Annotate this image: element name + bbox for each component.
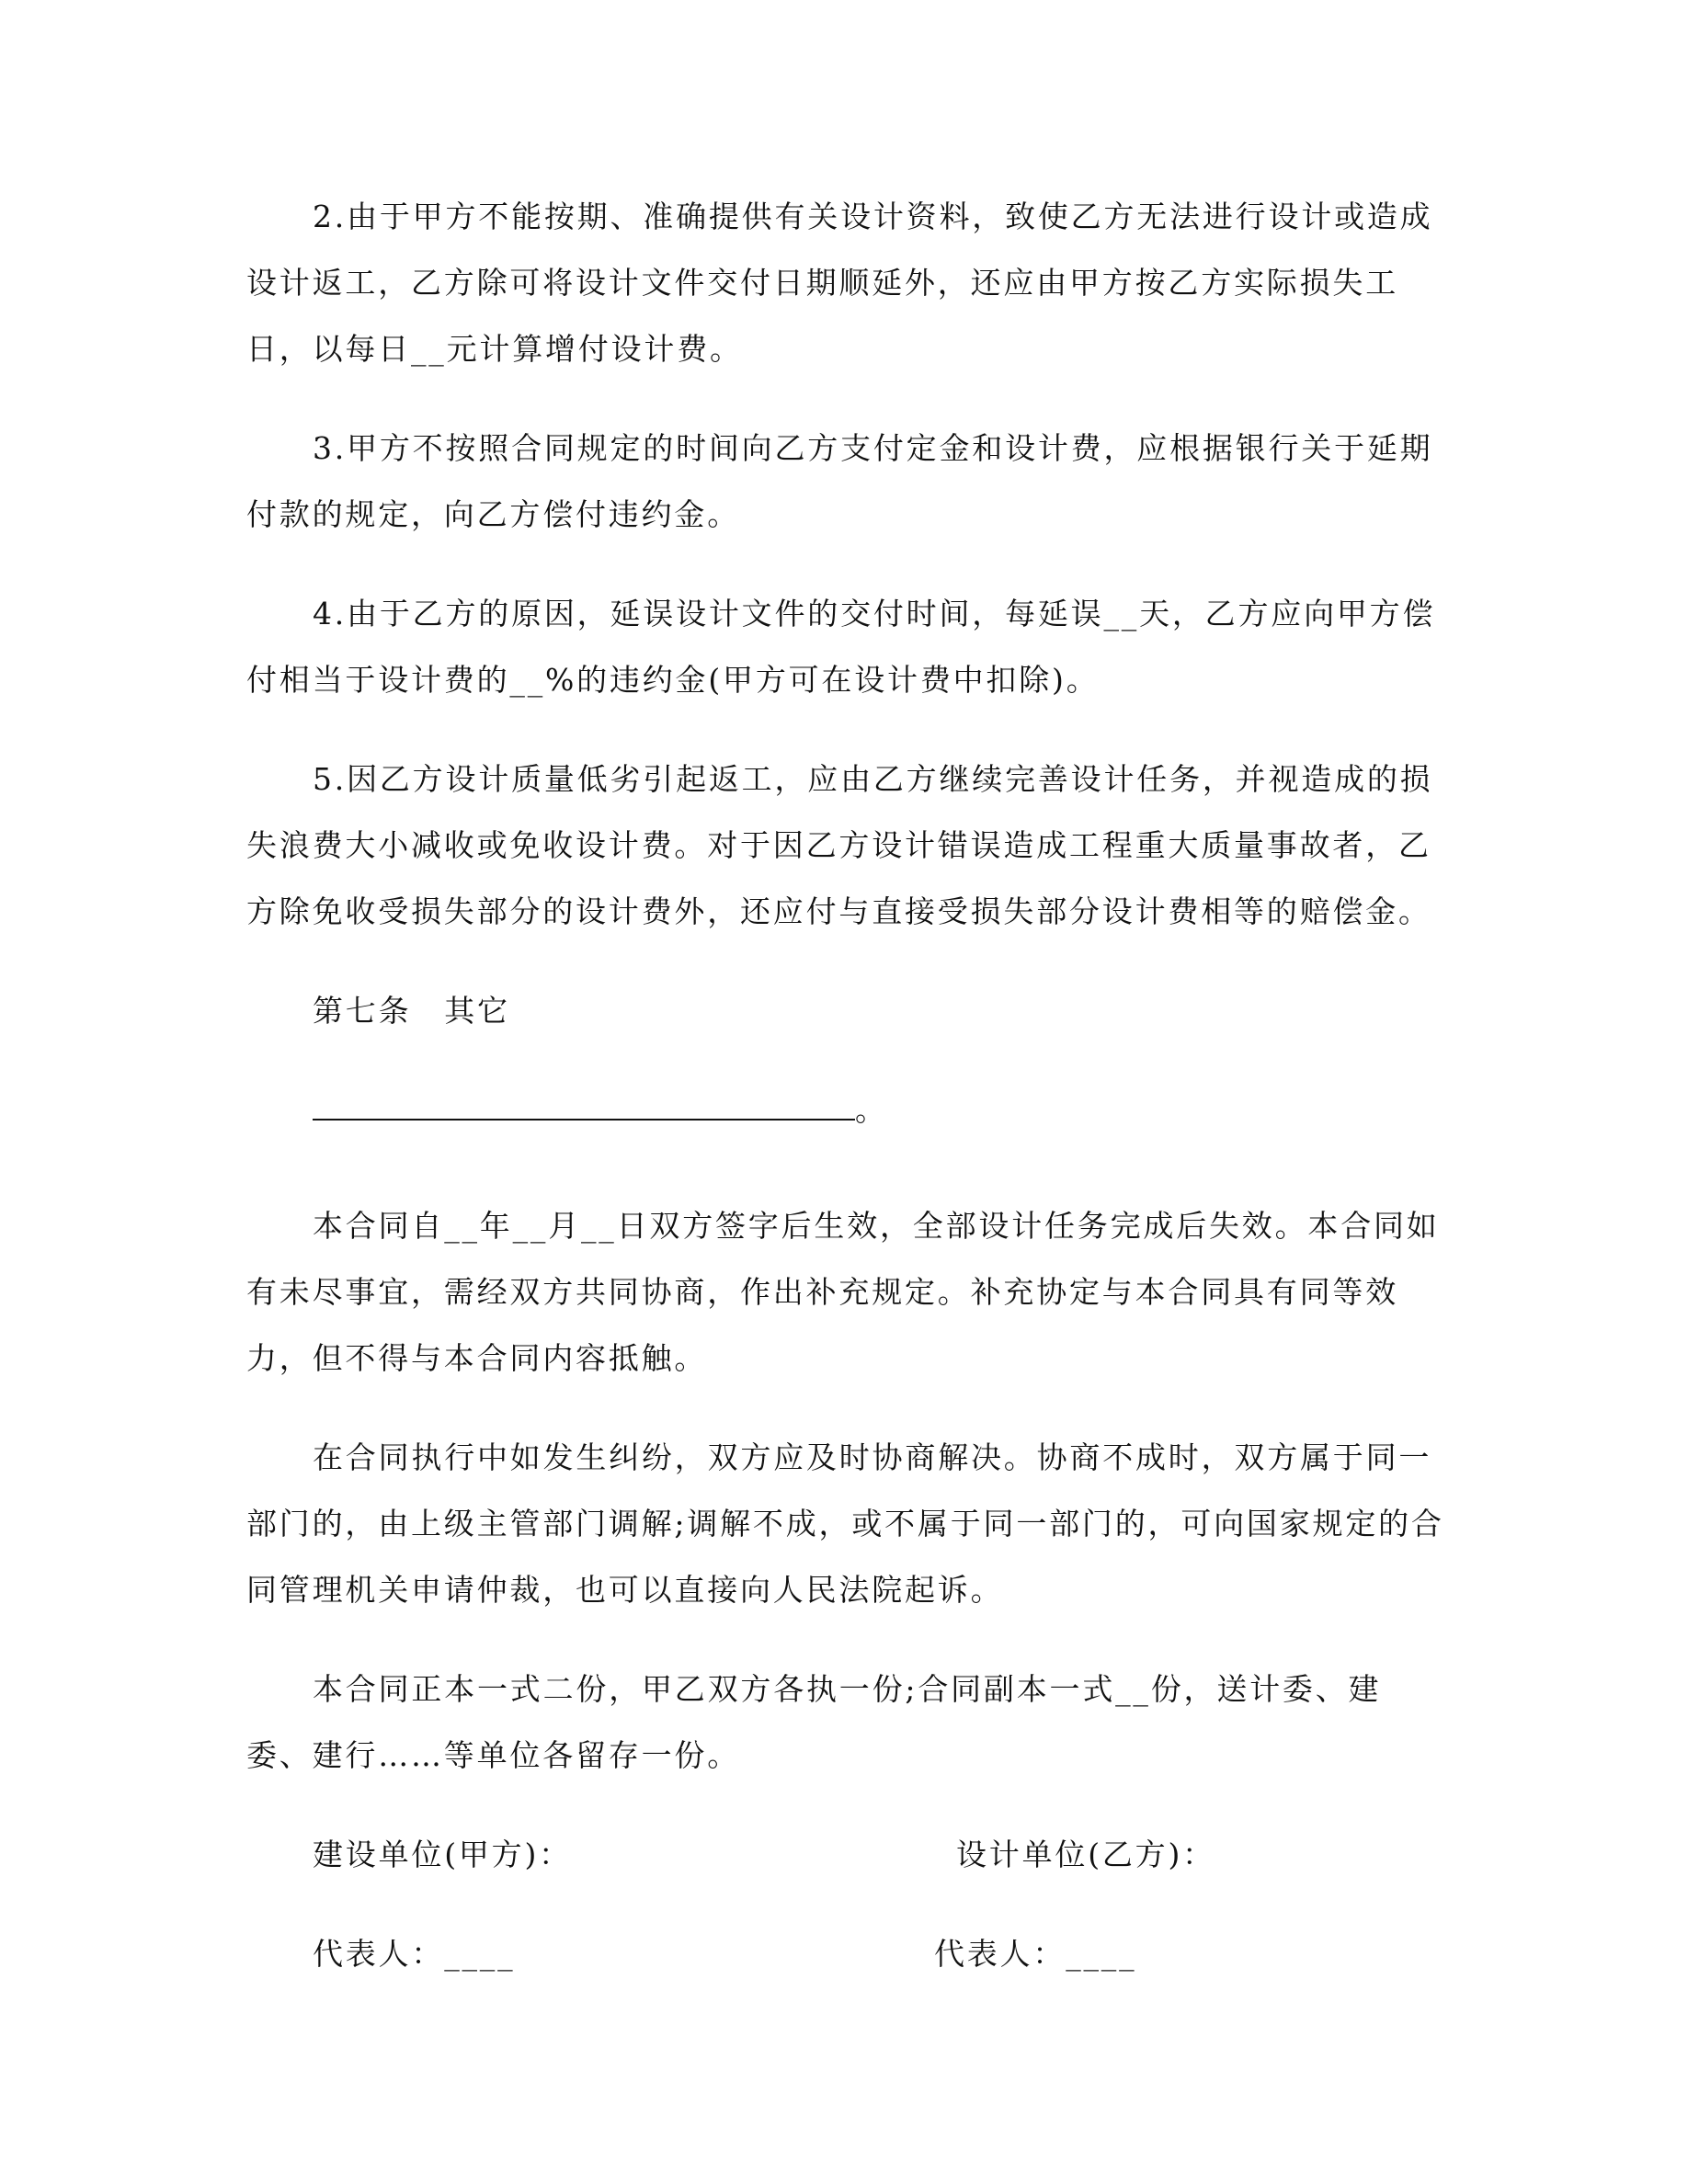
effective-clause: 本合同自__年__月__日双方签字后生效，全部设计任务完成后失效。本合同如有未尽事宜，需经双方共同协商，作出补充规定。补充协定与本合同具有同等效力，但不得与本合同内容抵触。	[246, 1208, 1440, 1376]
clause-item-2: 2.由于甲方不能按期、准确提供有关设计资料，致使乙方无法进行设计或造成设计返工，乙方除可将设计文件交付日期顺延外，还应由甲方按乙方实际损失工日，以每日__元计算增付设计费。	[246, 199, 1433, 367]
clause-item-3: 3.甲方不按照合同规定的时间向乙方支付定金和设计费，应根据银行关于延期付款的规定，向乙方偿付违约金。	[246, 430, 1433, 532]
party-b-representative: 代表人：____	[934, 1936, 1137, 1972]
copies-clause: 本合同正本一式二份，甲乙双方各执一份;合同副本一式__份，送计委、建委、建行……等单位各留存一份。	[246, 1671, 1382, 1773]
dispute-clause: 在合同执行中如发生纠纷，双方应及时协商解决。协商不成时，双方属于同一部门的，由上级主管部门调解;调解不成，或不属于同一部门的，可向国家规定的合同管理机关申请仲裁，也可以直接向人民法院起诉。	[246, 1439, 1444, 1608]
party-b-unit-label: 设计单位(乙方)：	[956, 1837, 1215, 1872]
fill-in-blank	[313, 1078, 855, 1120]
clause-item-4: 4.由于乙方的原因，延误设计文件的交付时间，每延误__天，乙方应向甲方偿付相当于设计费的__%的违约金(甲方可在设计费中扣除)。	[246, 596, 1436, 698]
party-a-representative: 代表人：____	[313, 1936, 516, 1972]
blank-line-period: 。	[855, 1092, 888, 1128]
article-7-blank-line	[246, 1077, 1446, 1143]
party-a-unit-label: 建设单位(甲方)：	[313, 1837, 572, 1872]
article-7-heading: 第七条 其它	[313, 993, 510, 1029]
clause-item-5: 5.因乙方设计质量低劣引起返工，应由乙方继续完善设计任务，并视造成的损失浪费大小减收或免收设计费。对于因乙方设计错误造成工程重大质量事故者，乙方除免收受损失部分的设计费外，还应付与直接受损失部分设计费相等的赔偿金。	[246, 761, 1433, 929]
